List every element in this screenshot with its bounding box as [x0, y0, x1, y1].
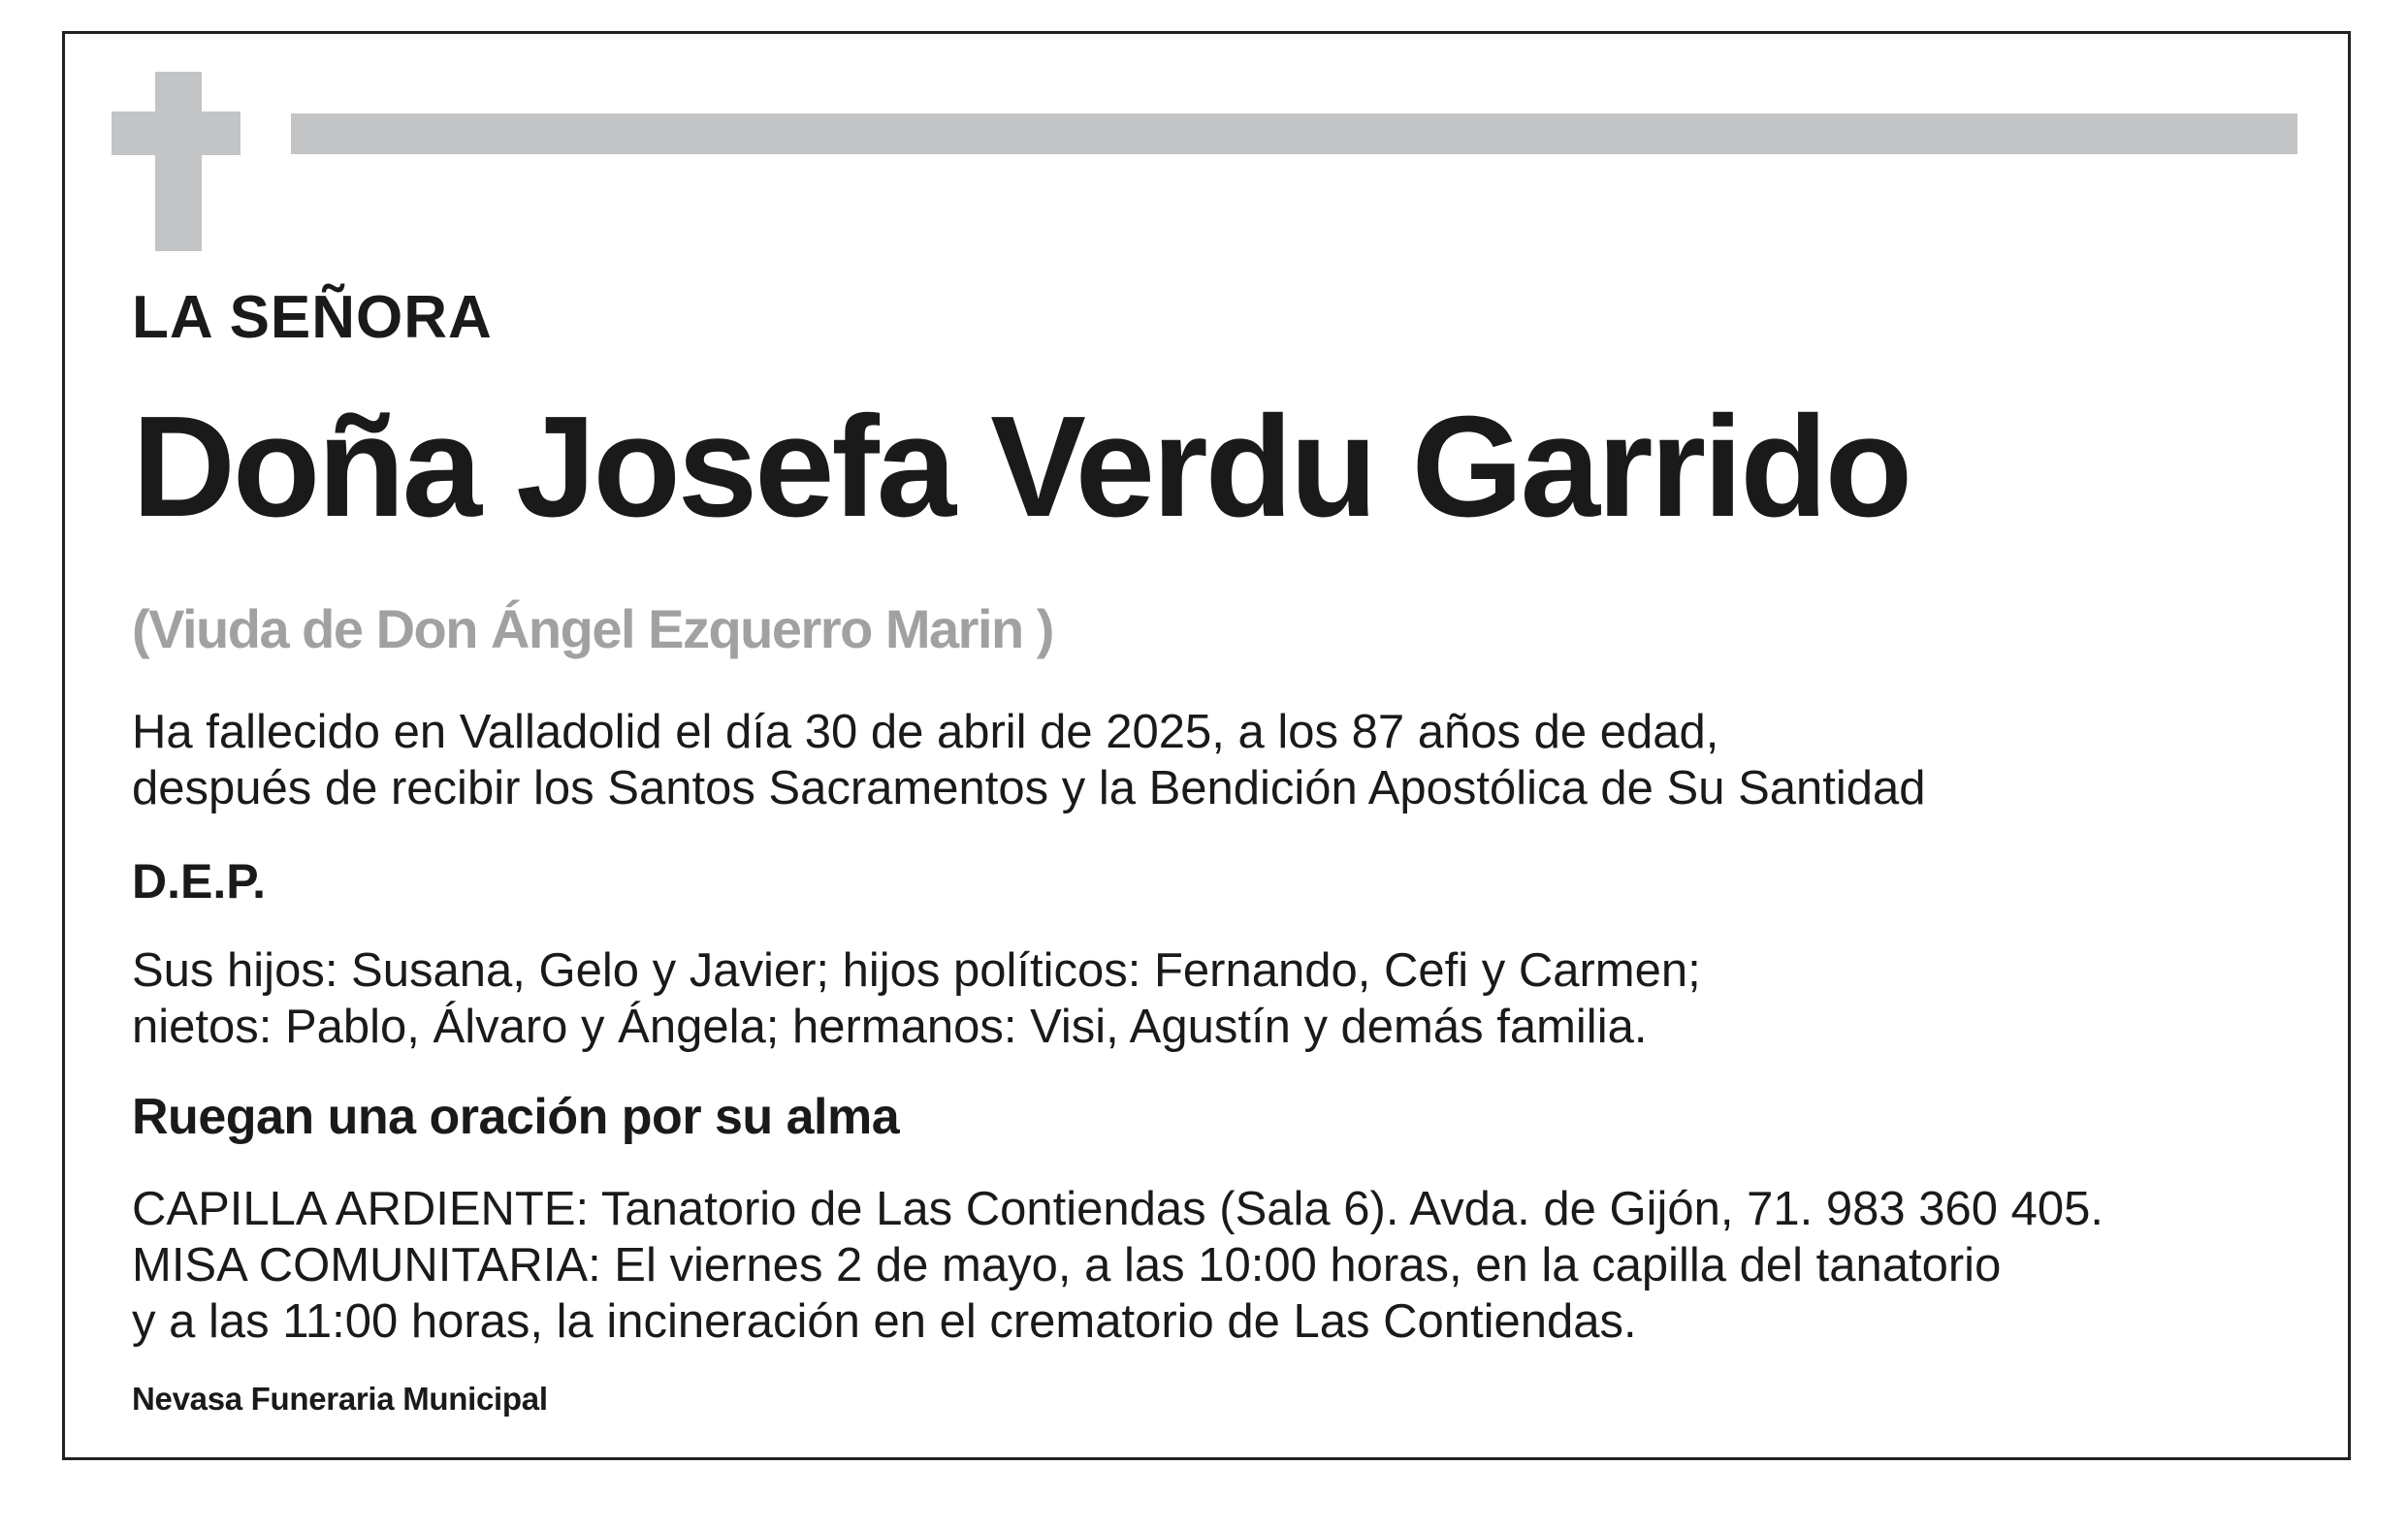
widow-note: (Viuda de Don Ángel Ezquerro Marin ) — [132, 598, 1053, 659]
family-line-1: Sus hijos: Susana, Gelo y Javier; hijos políticos: Fernando, Cefi y Carmen; — [132, 944, 1701, 997]
cross-vertical-bar — [155, 72, 202, 251]
deceased-name: Doña Josefa Verdu Garrido — [132, 387, 1910, 547]
intro-heading: LA SEÑORA — [132, 284, 493, 351]
family-paragraph — [132, 942, 1701, 1055]
service-line-2: MISA COMUNITARIA: El viernes 2 de mayo, a las 10:00 horas, en la capilla del tanatorio — [132, 1239, 2002, 1291]
service-paragraph — [132, 1181, 2103, 1350]
funeral-home-credit: Nevasa Funeraria Municipal — [132, 1381, 548, 1417]
service-line-1: CAPILLA ARDIENTE: Tanatorio de Las Contiendas (Sala 6). Avda. de Gijón, 71. 983 360 405. — [132, 1183, 2103, 1235]
header-rule — [291, 113, 2297, 154]
prayer-request: Ruegan una oración por su alma — [132, 1089, 900, 1145]
death-paragraph — [132, 704, 1926, 816]
death-line-1: Ha fallecido en Valladolid el día 30 de abril de 2025, a los 87 años de edad, — [132, 706, 1719, 758]
death-line-2: después de recibir los Santos Sacramentos y la Bendición Apostólica de Su Santidad — [132, 762, 1926, 814]
service-line-3: y a las 11:00 horas, la incineración en el crematorio de Las Contiendas. — [132, 1295, 1637, 1348]
cross-horizontal-bar — [112, 112, 241, 155]
dep-abbreviation: D.E.P. — [132, 854, 267, 908]
family-line-2: nietos: Pablo, Álvaro y Ángela; hermanos: Visi, Agustín y demás familia. — [132, 1001, 1648, 1053]
